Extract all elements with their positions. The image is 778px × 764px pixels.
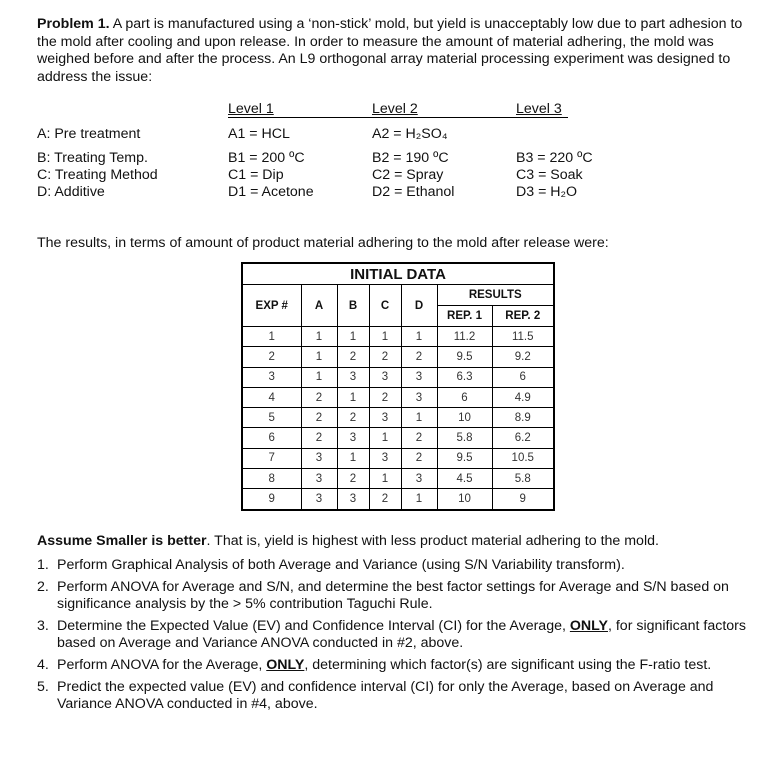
task-number: 3. [37,618,49,634]
task-text: Predict the expected value (EV) and confidence interval (CI) for only the Average, based on Average and Variance ANOVA conducted in #4, above. [57,679,714,712]
factor-l2: A2 = H₂SO₄ [372,126,448,142]
table-cell: 9 [492,489,554,510]
table-row [242,489,554,510]
table-cell: 3 [369,448,401,468]
table-cell: 1 [301,347,337,367]
level-header-rule [228,117,568,118]
table-cell: 2 [369,489,401,510]
table-cell: 1 [337,448,369,468]
header-d: D [401,285,437,327]
table-cell: 2 [369,387,401,407]
table-cell: 3 [301,448,337,468]
table-cell: 6 [492,367,554,387]
table-cell: 7 [242,448,301,468]
task-item [37,579,757,613]
results-intro: The results, in terms of amount of product material adhering to the mold after release were: [37,235,609,251]
header-results: RESULTS [437,285,554,306]
table-cell: 2 [242,347,301,367]
task-item [37,618,757,652]
table-cell: 9.2 [492,347,554,367]
table-cell: 4.9 [492,387,554,407]
problem-text: A part is manufactured using a ‘non-stick’ mold, but yield is unacceptably low due to part adhesion to the mold after cooling and upon release. In order to measure the amount of material adhering, the mold was weighed before and after the process. An L9 orthogonal array material processing experiment was designed to address the issue: [37,16,743,85]
task-emphasis: ONLY [266,657,305,673]
table-cell: 1 [369,428,401,448]
table-row [242,408,554,428]
task-text: Perform ANOVA for Average and S/N, and determine the best factor settings for Average and S/N based on significance analysis by the > 5% contribution Taguchi Rule. [57,579,729,612]
table-cell: 9 [242,489,301,510]
table-cell: 9.5 [437,448,492,468]
table-cell: 1 [301,367,337,387]
task-number: 5. [37,679,49,695]
table-cell: 3 [337,367,369,387]
table-cell: 2 [401,448,437,468]
table-cell: 3 [369,367,401,387]
header-c: C [369,285,401,327]
table-cell: 1 [369,469,401,489]
table-cell: 2 [337,469,369,489]
factor-l1: B1 = 200 ºC [228,150,305,166]
header-a: A [301,285,337,327]
table-cell: 1 [401,489,437,510]
header-rep2: REP. 2 [492,306,554,327]
table-cell: 6.3 [437,367,492,387]
task-text: Perform Graphical Analysis of both Average and Variance (using S/N Variability transform). [57,557,625,573]
factor-l2: B2 = 190 ºC [372,150,449,166]
factor-name: B: Treating Temp. [37,150,148,166]
table-cell: 5 [242,408,301,428]
table-cell: 3 [369,408,401,428]
task-text: Perform ANOVA for the Average, [57,657,267,673]
task-item [37,657,757,674]
table-cell: 9.5 [437,347,492,367]
table-cell: 11.2 [437,327,492,347]
level-1-header: Level 1 [228,101,274,117]
table-cell: 3 [337,489,369,510]
task-number: 1. [37,557,49,573]
table-cell: 1 [401,408,437,428]
task-text-cont: , determining which factor(s) are significant using the F-ratio test. [304,657,712,673]
factor-l3: C3 = Soak [516,167,583,183]
table-cell: 2 [301,387,337,407]
table-cell: 5.8 [492,469,554,489]
table-cell: 6 [242,428,301,448]
table-row [242,347,554,367]
table-cell: 2 [337,408,369,428]
table-row [242,469,554,489]
table-cell: 3 [401,469,437,489]
table-cell: 3 [401,387,437,407]
task-number: 2. [37,579,49,595]
table-cell: 6 [437,387,492,407]
table-cell: 3 [242,367,301,387]
factor-name: A: Pre treatment [37,126,141,142]
table-cell: 2 [301,408,337,428]
assumption-bold: Assume Smaller is better [37,533,207,549]
task-item [37,557,757,574]
task-item [37,679,757,713]
table-cell: 3 [337,428,369,448]
table-cell: 1 [401,327,437,347]
table-cell: 1 [242,327,301,347]
table-cell: 3 [401,367,437,387]
factor-l3: D3 = H₂O [516,184,578,200]
level-3-header: Level 3 [516,101,562,117]
table-cell: 11.5 [492,327,554,347]
table-row [242,327,554,347]
task-list [37,552,757,713]
table-cell: 2 [337,347,369,367]
table-cell: 1 [369,327,401,347]
table-cell: 3 [301,469,337,489]
table-cell: 2 [301,428,337,448]
table-cell: 3 [301,489,337,510]
task-number: 4. [37,657,49,673]
assumption [37,533,659,549]
table-cell: 10 [437,489,492,510]
table-cell: 6.2 [492,428,554,448]
table-cell: 8 [242,469,301,489]
table-cell: 2 [369,347,401,367]
table-cell: 2 [401,347,437,367]
problem-statement [37,16,757,86]
factor-name: C: Treating Method [37,167,158,183]
factor-name: D: Additive [37,184,105,200]
table-row [242,448,554,468]
table-row [242,428,554,448]
factor-l1: D1 = Acetone [228,184,314,200]
task-text-cont: , for significant factors based on Average and Variance ANOVA conducted in #2, above. [57,618,746,651]
level-2-header: Level 2 [372,101,418,117]
header-rep1: REP. 1 [437,306,492,327]
assumption-text: . That is, yield is highest with less product material adhering to the mold. [206,533,659,549]
table-row [242,367,554,387]
table-row [242,387,554,407]
table-cell: 5.8 [437,428,492,448]
table-cell: 4 [242,387,301,407]
table-cell: 4.5 [437,469,492,489]
header-exp: EXP # [242,285,301,327]
table-cell: 1 [337,327,369,347]
table-cell: 10 [437,408,492,428]
factor-l1: C1 = Dip [228,167,284,183]
factor-l2: C2 = Spray [372,167,444,183]
table-title: INITIAL DATA [242,263,554,285]
table-cell: 1 [337,387,369,407]
factor-l3: B3 = 220 ºC [516,150,593,166]
header-b: B [337,285,369,327]
table-cell: 10.5 [492,448,554,468]
task-text: Determine the Expected Value (EV) and Confidence Interval (CI) for the Average, [57,618,570,634]
problem-label: Problem 1. [37,16,110,32]
table-cell: 2 [401,428,437,448]
task-emphasis: ONLY [569,618,608,634]
table-cell: 8.9 [492,408,554,428]
factor-l2: D2 = Ethanol [372,184,455,200]
factor-l1: A1 = HCL [228,126,290,142]
initial-data-table [241,262,555,511]
table-cell: 1 [301,327,337,347]
